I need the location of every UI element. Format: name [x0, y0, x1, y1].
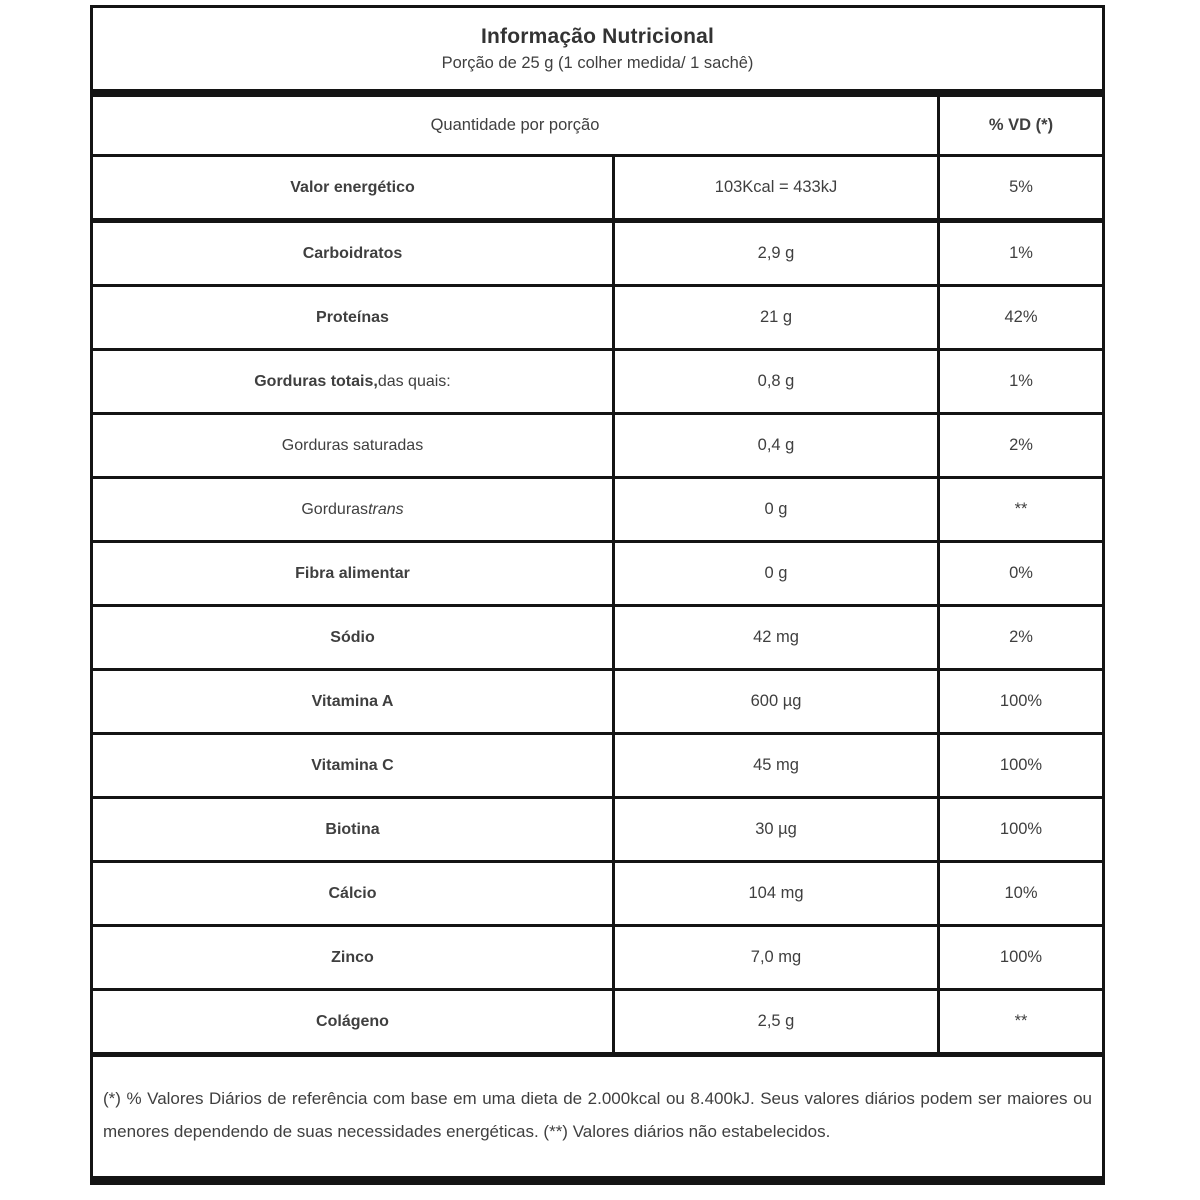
nutrient-amount: 0 g	[612, 479, 937, 540]
nutrient-name	[93, 479, 612, 540]
column-header-daily-value: % VD (*)	[937, 97, 1102, 154]
nutrient-name-part: Biotina	[325, 820, 380, 838]
nutrient-amount: 45 mg	[612, 735, 937, 796]
table-row	[93, 287, 1102, 351]
nutrient-name-part: Vitamina C	[311, 756, 394, 774]
nutrient-daily-value: 42%	[937, 287, 1102, 348]
table-title-block	[93, 8, 1102, 97]
nutrient-daily-value: **	[937, 991, 1102, 1052]
nutrient-amount: 0,4 g	[612, 415, 937, 476]
nutrient-name-part: das quais:	[377, 372, 451, 390]
table-row	[93, 223, 1102, 287]
table-row	[93, 543, 1102, 607]
table-row	[93, 157, 1102, 223]
nutrient-daily-value: **	[937, 479, 1102, 540]
nutrient-daily-value: 100%	[937, 671, 1102, 732]
nutrient-name	[93, 799, 612, 860]
nutrient-name-part: Fibra alimentar	[295, 564, 410, 582]
nutrient-name-part: Carboidratos	[302, 244, 403, 262]
nutrient-name	[93, 927, 612, 988]
nutrient-daily-value: 1%	[937, 351, 1102, 412]
nutrient-name	[93, 223, 612, 284]
nutrient-name-part: Vitamina A	[311, 692, 394, 710]
nutrient-daily-value: 0%	[937, 543, 1102, 604]
nutrient-name-part: trans	[368, 500, 404, 518]
nutrient-name	[93, 351, 612, 412]
nutrient-name-part: Gorduras totais,	[254, 372, 378, 390]
nutrient-daily-value: 2%	[937, 607, 1102, 668]
nutrient-name-part: Zinco	[331, 948, 374, 966]
table-body	[93, 157, 1102, 1057]
nutrient-name	[93, 671, 612, 732]
nutrient-name	[93, 863, 612, 924]
nutrient-name	[93, 607, 612, 668]
nutrient-name-part: Gorduras	[301, 500, 369, 518]
nutrient-name-part: Proteínas	[316, 308, 389, 326]
nutrient-daily-value: 100%	[937, 799, 1102, 860]
nutrient-amount: 0,8 g	[612, 351, 937, 412]
nutrition-facts-table	[90, 5, 1105, 1185]
nutrient-amount: 103Kcal = 433kJ	[612, 157, 937, 218]
nutrient-amount: 0 g	[612, 543, 937, 604]
table-row	[93, 415, 1102, 479]
nutrient-daily-value: 100%	[937, 927, 1102, 988]
table-row	[93, 799, 1102, 863]
table-row	[93, 351, 1102, 415]
nutrient-amount: 21 g	[612, 287, 937, 348]
nutrient-name-part: Gorduras saturadas	[281, 436, 424, 454]
nutrient-name-part: Cálcio	[328, 884, 377, 902]
nutrient-daily-value: 100%	[937, 735, 1102, 796]
column-header-quantity: Quantidade por porção	[430, 116, 600, 134]
table-row	[93, 927, 1102, 991]
nutrient-amount: 2,9 g	[612, 223, 937, 284]
nutrient-amount: 42 mg	[612, 607, 937, 668]
nutrient-daily-value: 2%	[937, 415, 1102, 476]
table-row	[93, 607, 1102, 671]
nutrient-name	[93, 157, 612, 218]
daily-values-footnote: (*) % Valores Diários de referência com base em uma dieta de 2.000kcal ou 8.400kJ. Seus valores diários podem ser maiores ou menores dependendo de suas necessidades energéticas. (**) Valores diários não estabelecidos.	[103, 1089, 1092, 1142]
table-row	[93, 671, 1102, 735]
nutrient-name	[93, 735, 612, 796]
nutrient-name-part: Valor energético	[290, 178, 415, 196]
table-row	[93, 735, 1102, 799]
table-row	[93, 479, 1102, 543]
nutrient-name	[93, 415, 612, 476]
table-row	[93, 863, 1102, 927]
nutrient-amount: 2,5 g	[612, 991, 937, 1052]
nutrient-amount: 600 µg	[612, 671, 937, 732]
nutrient-amount: 104 mg	[612, 863, 937, 924]
nutrient-name	[93, 991, 612, 1052]
nutrient-daily-value: 10%	[937, 863, 1102, 924]
nutrient-daily-value: 5%	[937, 157, 1102, 218]
table-row	[93, 991, 1102, 1057]
nutrient-amount: 7,0 mg	[612, 927, 937, 988]
nutrient-name-part: Sódio	[330, 628, 375, 646]
nutrient-daily-value: 1%	[937, 223, 1102, 284]
nutrient-name-part: Colágeno	[316, 1012, 389, 1030]
nutrient-amount: 30 µg	[612, 799, 937, 860]
nutrient-name	[93, 287, 612, 348]
table-title: Informação Nutricional	[480, 25, 715, 48]
serving-size-subtitle: Porção de 25 g (1 colher medida/ 1 sachê)	[441, 54, 754, 72]
nutrient-name	[93, 543, 612, 604]
column-header-row	[93, 97, 1102, 157]
